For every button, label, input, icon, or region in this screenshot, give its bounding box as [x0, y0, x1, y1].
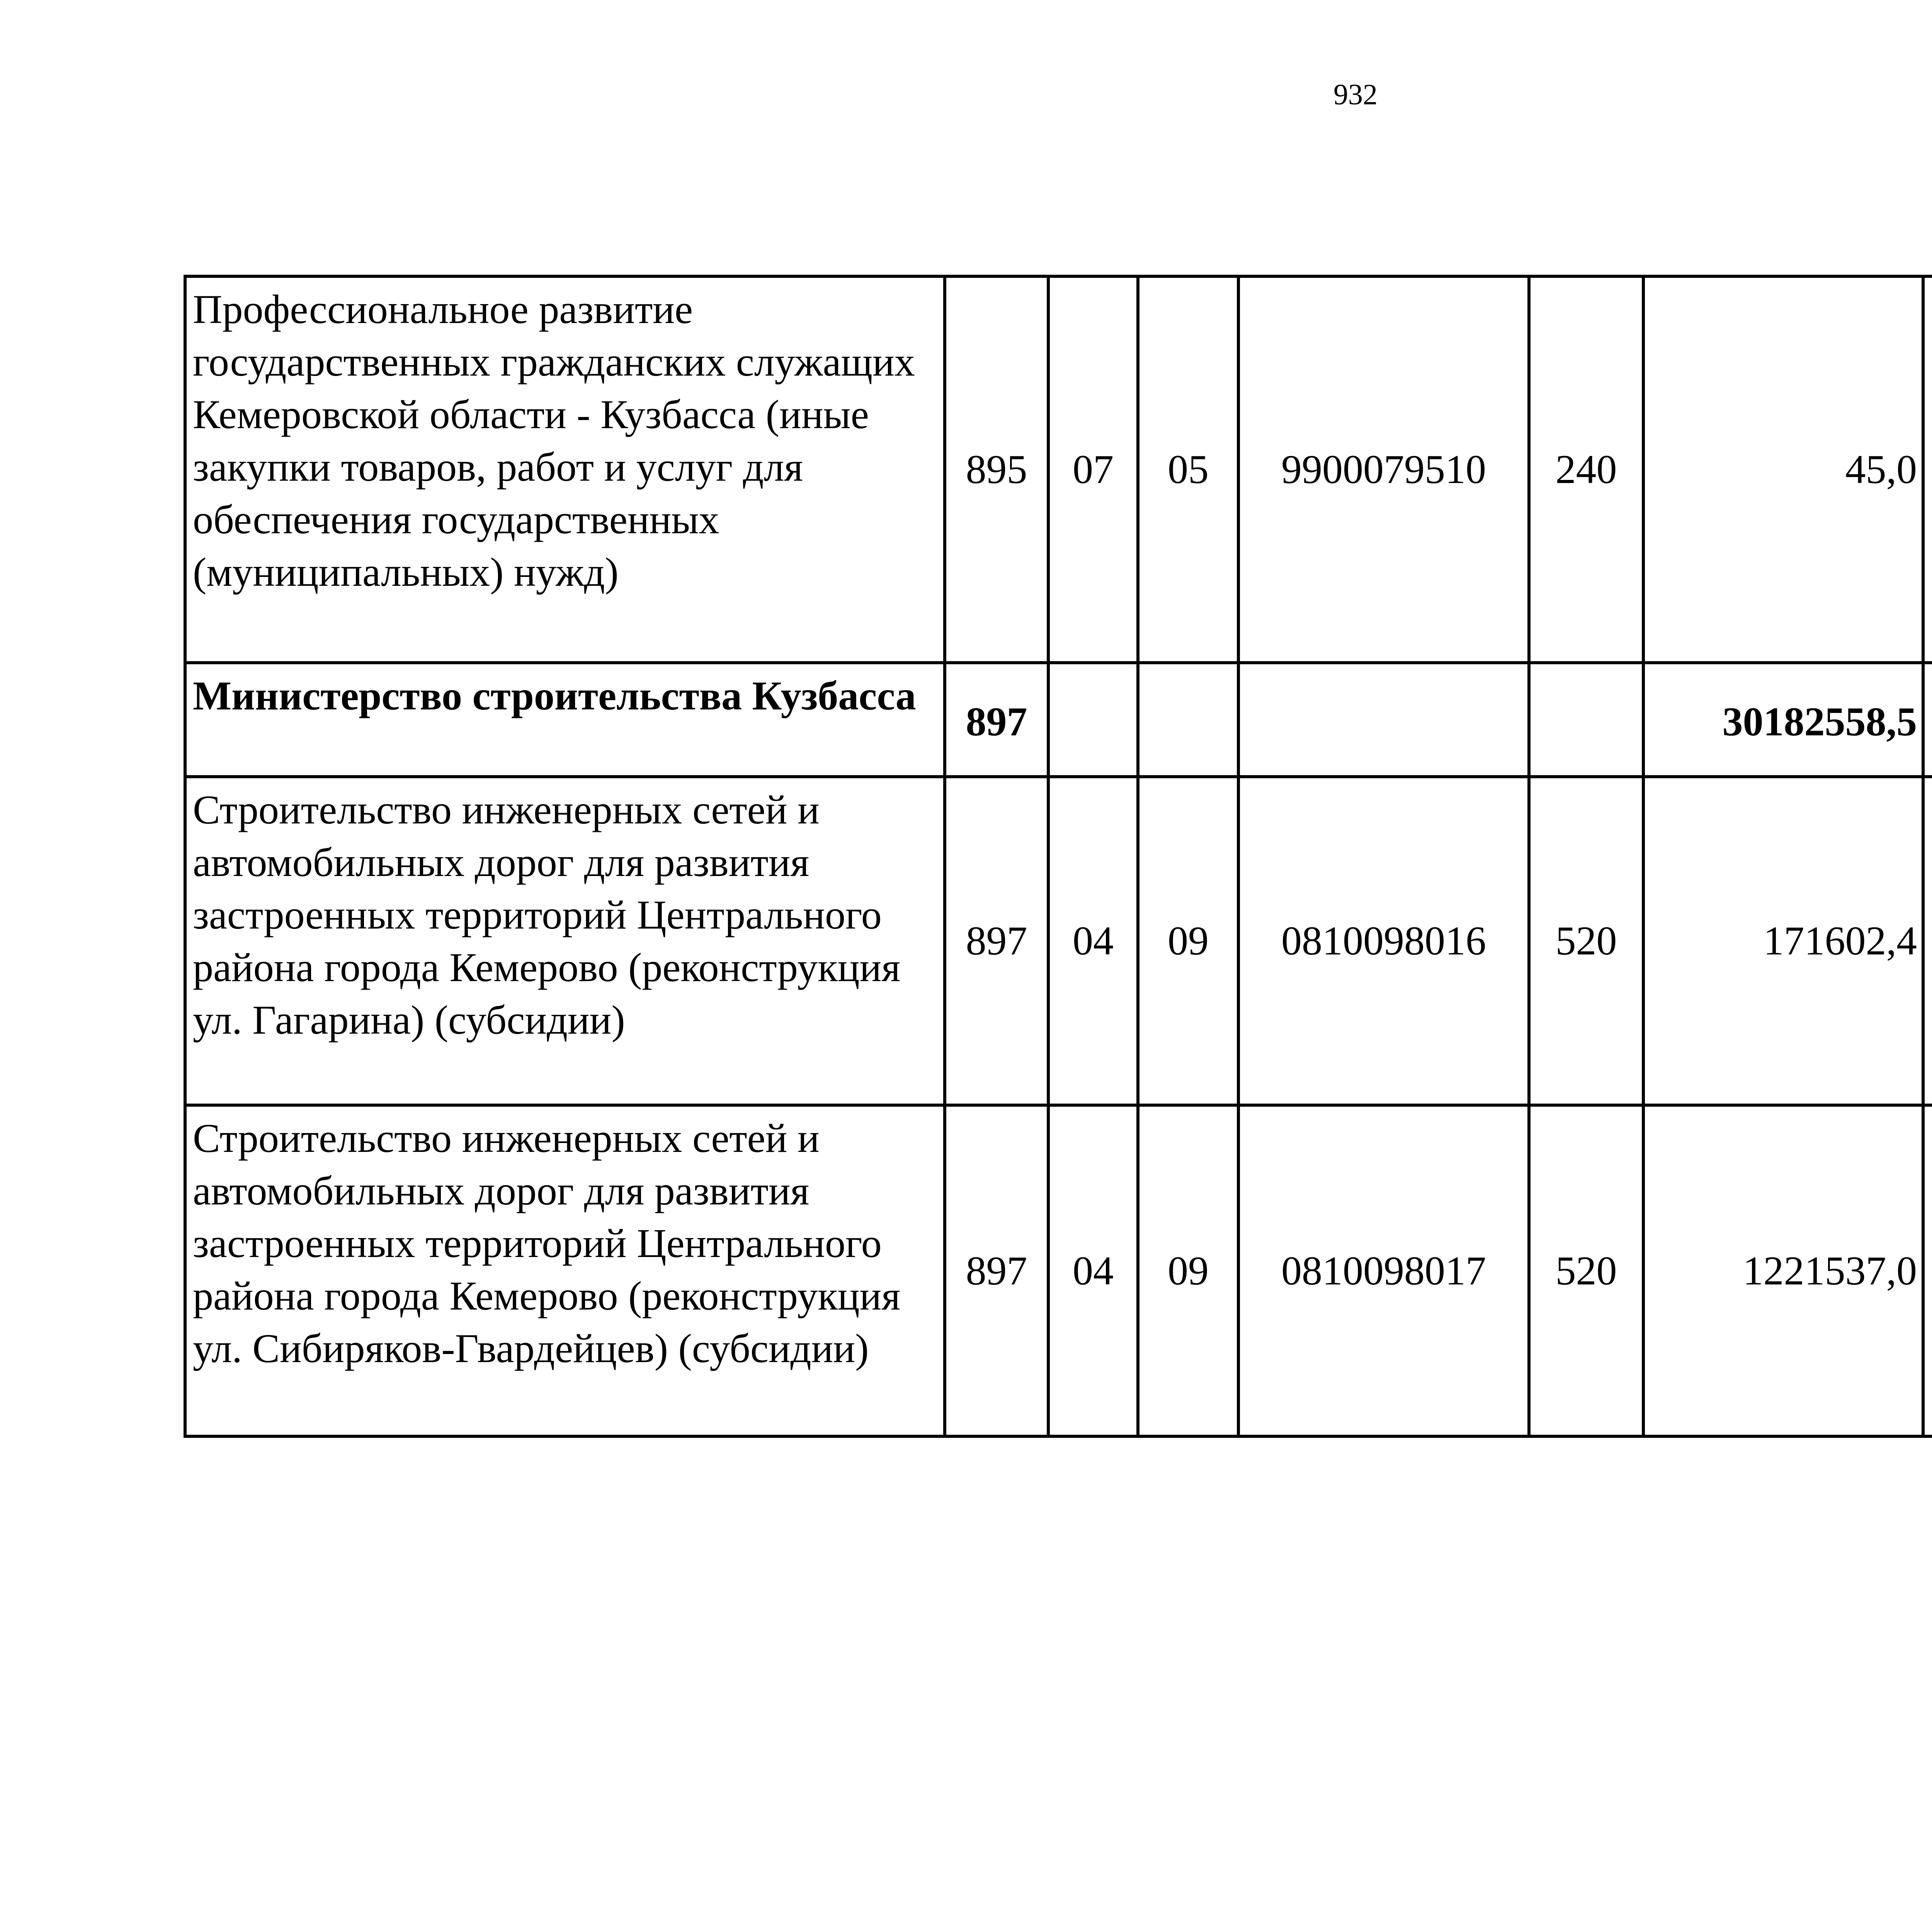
sum-year-1: 30182558,5	[1643, 663, 1923, 777]
subsection-code: 09	[1138, 777, 1238, 1105]
subsection-code	[1138, 663, 1238, 777]
ministry-code: 897	[945, 663, 1048, 777]
section-code: 04	[1048, 1105, 1138, 1436]
expense-type-code: 520	[1529, 1105, 1643, 1436]
sum-year-2	[1923, 1105, 1932, 1436]
target-article-code: 0810098016	[1238, 777, 1529, 1105]
subsection-code: 05	[1138, 276, 1238, 663]
ministry-code: 897	[945, 777, 1048, 1105]
target-article-code: 9900079510	[1238, 276, 1529, 663]
row-name: Строительство инженерных сетей и автомобильных дорог для развития застроенных территорий Центрального района города Кемерово (реконструкция ул. Сибиряков-Гвардейцев) (субсидии)	[185, 1105, 945, 1436]
budget-table	[184, 275, 1932, 1438]
ministry-code: 895	[945, 276, 1048, 663]
ministry-code: 897	[945, 1105, 1048, 1436]
sum-year-2	[1923, 276, 1932, 663]
row-name: Профессиональное развитие государственных гражданских служащих Кемеровской области - Кузбасса (иные закупки товаров, работ и услуг для обеспечения государственных (муниципальных) нужд)	[185, 276, 945, 663]
sum-year-1: 45,0	[1643, 276, 1923, 663]
table-row	[185, 276, 1932, 663]
table-row	[185, 777, 1932, 1105]
sum-year-1: 171602,4	[1643, 777, 1923, 1105]
target-article-code	[1238, 663, 1529, 777]
section-code	[1048, 663, 1138, 777]
target-article-code: 0810098017	[1238, 1105, 1529, 1436]
table-row	[185, 1105, 1932, 1436]
sum-year-2	[1923, 777, 1932, 1105]
expense-type-code	[1529, 663, 1643, 777]
page-number: 932	[1333, 78, 1378, 111]
sum-year-1: 1221537,0	[1643, 1105, 1923, 1436]
expense-type-code: 240	[1529, 276, 1643, 663]
row-name: Министерство строительства Кузбасса	[185, 663, 945, 777]
table-row	[185, 663, 1932, 777]
expense-type-code: 520	[1529, 777, 1643, 1105]
section-code: 04	[1048, 777, 1138, 1105]
section-code: 07	[1048, 276, 1138, 663]
subsection-code: 09	[1138, 1105, 1238, 1436]
sum-year-2	[1923, 663, 1932, 777]
row-name: Строительство инженерных сетей и автомобильных дорог для развития застроенных территорий Центрального района города Кемерово (реконструкция ул. Гагарина) (субсидии)	[185, 777, 945, 1105]
